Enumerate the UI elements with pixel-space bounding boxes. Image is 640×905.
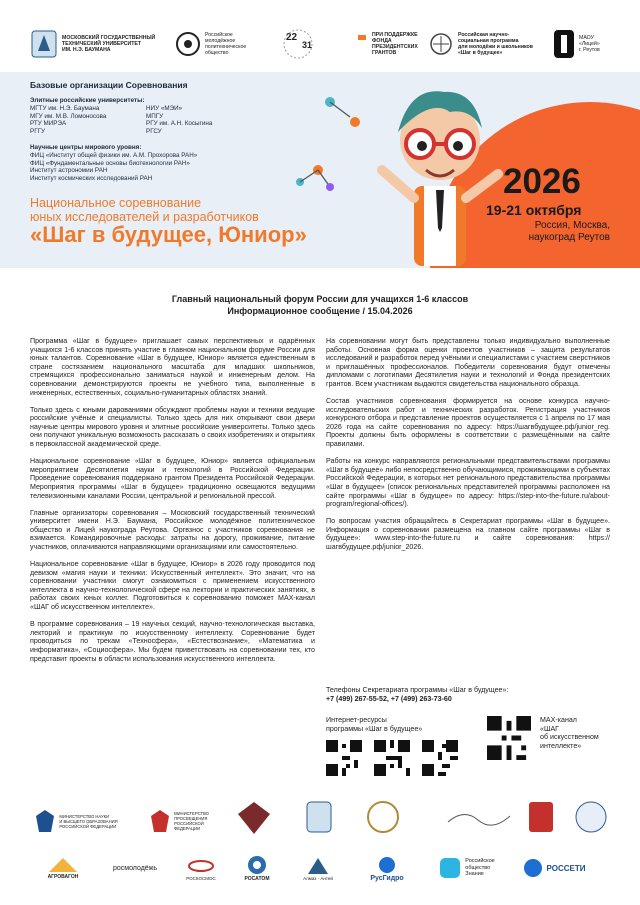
bauman-logo: МОСКОВСКИЙ ГОСУДАРСТВЕННЫЙ ТЕХНИЧЕСКИЙ УНИВЕРСИТЕТ ИМ. Н.Э. БАУМАНА [30, 24, 155, 64]
saint-petersburg-crest-icon [526, 800, 556, 834]
left-paragraph: Национальное соревнование «Шаг в будущее, Юниор» является официальным мероприятием Десятилетия науки и технологий в Российской Федерации. Проведение соревнования поддержано грантом Президента Российской Федерации. Мероприятия программы «Шаг в будущее» традиционно освещаются ведущими телевизионными каналами России, центральной и региональной прессой. [30, 457, 315, 500]
qr-code-icon[interactable] [487, 716, 531, 760]
lyceum-emblem-icon [553, 29, 575, 59]
rosatom-icon [246, 854, 268, 876]
left-paragraph: Только здесь с юными дарованиями обсуждают проблемы науки и техники ведущие российские учёные и специалисты. Только здесь для них открывают свои двери научные центры мирового уровня и элитные российские университеты. Только здесь они получают уникальную возможность рассказать о своих изобретениях и открытиях в первоклассной академической среде. [30, 405, 315, 449]
phones: +7 (499) 267-55-52, +7 (499) 263-73-60 [326, 694, 452, 703]
left-paragraph: Главные организаторы соревнования – Московский государственный технический университет имени Н.Э. Баумана, Российское молодёжное политехническое общество и Лицей наукограда Реутова. Оргвзнос с участников соревнования не взимается. Командировочные расходы: затраты на дорогу, проживание, питание участников, оплачиваются направляющими организациями или самостоятельно. [30, 508, 315, 551]
rosmolodezh-logo: росмолодёжь [112, 864, 158, 872]
event-place-2: наукоград Реутов [528, 232, 610, 243]
agrovagon-icon [45, 856, 81, 874]
right-paragraph: На соревновании могут быть представлены только индивидуально выполненные работы. Основная форма оценки проектов участников – защита результатов исследований и разработок перед учёными и специалистами с участием сверстников и приглашённых профессионалов. Победители соревнования будут отмечены дипломами с логотипами Десятилетия науки и технологий и Фонда президентских грантов. Всем участникам выдаются свидетельства национального образца. [326, 337, 610, 388]
decade-science-icon [268, 26, 330, 62]
agrovagon-logo: АГРОВАГОН [28, 848, 98, 888]
qr-code-icon[interactable] [374, 740, 410, 776]
svg-text:31: 31 [302, 40, 313, 50]
event-dates: 19-21 октября [486, 202, 582, 218]
znanie-icon [439, 857, 461, 879]
bauman-crest-icon [30, 29, 58, 59]
eagle-emblem-icon [149, 808, 171, 834]
rosseti-icon [523, 858, 543, 878]
right-paragraph: Состав участников соревнования формируется на основе конкурса научно-исследовательских работ и технических разработок. Регистрация участников конкурсного отбора и представление проектов осуществляется с 1 апреля по 17 мая 2026 года на сайте соревнования по адресу: https://шагвбудущее.рф/junior_reg. Проекты должны быть оформлены в соответствии с размещёнными на сайте правилами. [326, 397, 610, 449]
bottom-logo-strip [26, 800, 616, 895]
roscosmos-icon [188, 856, 214, 876]
svg-text:22: 22 [286, 32, 298, 43]
rudn-emblem-icon [574, 800, 608, 834]
subtitle-line1: Национальное соревнование [30, 196, 202, 210]
doc-heading-1: Главный национальный форум России для учащихся 1-6 классов [171, 294, 469, 304]
hero-banner [0, 72, 640, 268]
event-place-1: Россия, Москва, [534, 220, 610, 231]
right-paragraph: По вопросам участия обращайтесь в Секретариат программы «Шаг в будущее». Информация о соревновании размещена на главном сайте программы «Шаг в будущее»: www.step-into-the-future.ru и сайте соревнования: https://шагвбудущее.рф/junior_2026. [326, 517, 610, 551]
left-paragraph: В программе соревнования – 19 научных секций, научно-технологическая выставка, лекторий и практикум по искусственному интеллекту. Соревнование будет проводиться по трекам «Техносфера», «Естествознание», «Математика и информатика», «Социосфера». Мы будем приветствовать на соревновании тех, кто представит проекты в области использования искусственного интеллекта. [30, 620, 315, 663]
rmpo-logo: Российское молодёжное политехническое общество [175, 24, 246, 64]
minprosv-logo: МИНИСТЕРСТВО ПРОСВЕЩЕНИЯ РОССИЙСКОЙ ФЕДЕРАЦИИ [136, 800, 222, 842]
signature-logo-icon [444, 806, 514, 830]
almaz-antey-icon [306, 856, 330, 876]
event-year: 2026 [503, 162, 581, 201]
rosgvardia-emblem-icon [234, 800, 274, 836]
roscosmos-logo: РОСКОСМОС [174, 848, 228, 888]
elite-list-left: МГТУ им. Н.Э. Баумана МГУ им. М.В. Ломоносова РТУ МИРЭА РГГУ [30, 105, 107, 135]
phones-label: Телефоны Секретариата программы «Шаг в будущее»: [326, 686, 509, 694]
contacts-block [326, 686, 508, 703]
rushydro-icon [376, 855, 398, 875]
top-logo-strip [30, 24, 620, 64]
centers-list: ФИЦ «Институт общей физики им. А.М. Прохорова РАН» ФИЦ «Фундаментальные основы биотехнологии РАН» Институт астрономии РАН Институт космических исследований РАН [30, 152, 198, 182]
base-orgs-title: Базовые организации Соревнования [30, 80, 188, 90]
internet-label: Интернет-ресурсы программы «Шаг в будущее» [326, 716, 423, 733]
grant-flag-icon [358, 31, 368, 57]
rmpo-emblem-icon [175, 31, 201, 57]
right-paragraph: Работы на конкурс направляются региональными представительствами программы «Шаг в будущее» либо непосредственно обучающимися, проживающими в субъектах Российской Федерации, в которых нет регионального представительства программы «Шаг в будущее» (список региональных представителей программы расположен на сайте программы «Шаг в будущее» по адресу: https://step-into-the-future.ru/about-program/regional-offices/). [326, 457, 610, 509]
left-paragraph: Программа «Шаг в будущее» приглашает самых перспективных и одарённых учащихся 1-6 классов принять участие в главном национальном форуме России для юных талантов. Соревнование «Шаг в будущее, Юниор» является единственным в стране состязанием национального масштаба для младших школьников, стремящихся профессионально заниматься наукой и инженерным делом. На соревновании демонстрируются проекты не учебного типа, выполненные в инженерных, естественных, социально-гуманитарных областях знаний. [30, 337, 315, 397]
lyceum-logo: МАОУ «Лицей» г. Реутов [553, 24, 600, 64]
qr-code-icon[interactable] [422, 740, 458, 776]
elite-heading: Элитные российские университеты: [30, 97, 145, 104]
subtitle-line2: юных исследователей и разработчиков [30, 210, 259, 224]
step-future-icon [428, 31, 454, 57]
rushydro-logo: РусГидро [352, 848, 422, 888]
university-crest-icon [304, 800, 334, 834]
elite-list-right: НИУ «МЭИ» МПГУ РГУ им. А.Н. Косыгина РГСУ [146, 105, 213, 135]
doc-heading-2: Информационное сообщение / 15.04.2026 [227, 306, 413, 316]
qr-code-icon[interactable] [326, 740, 362, 776]
step-future-logo: Российская научно- социальная программа для молодёжи и школьников «Шаг в будущее» [428, 24, 533, 64]
znanie-logo: Российское общество Знание [426, 848, 508, 888]
rosseti-logo: РОССЕТИ [514, 848, 594, 888]
decade-science-logo [268, 24, 330, 64]
kid-mascot-illustration [370, 78, 510, 268]
left-paragraph: Национальное соревнование «Шаг в будущее, Юниор» в 2026 году проводится под девизом «магия науки и техники: Искусственный интеллект». Это значит, что на соревновании участники смогут ознакомиться с применением искусственного интеллекта в научно-технологической сфере на лектории и практических занятиях, в работах своих юных коллег. Подготовиться к соревнованию поможет МАХ-канал «ШАГ об искусственном интеллекте». [30, 560, 315, 612]
presidential-grants-logo: ПРИ ПОДДЕРЖКЕ ФОНДА ПРЕЗИДЕНТСКИХ ГРАНТОВ [358, 24, 418, 64]
max-channel-label: MAX-канал «ШАГ об искусственном интеллекте» [540, 716, 599, 750]
almaz-antey-logo: Алмаз - Антей [288, 848, 348, 888]
centers-heading: Научные центры мирового уровня: [30, 144, 142, 151]
laurel-emblem-icon [366, 800, 400, 834]
minobrnauki-logo: МИНИСТЕРСТВО НАУКИ И ВЫСШЕГО ОБРАЗОВАНИЯ РОССИЙСКОЙ ФЕДЕРАЦИИ [26, 800, 126, 842]
left-column [30, 337, 315, 672]
rosatom-logo: РОСАТОМ [230, 848, 284, 888]
eagle-emblem-icon [34, 808, 56, 834]
right-column [326, 337, 610, 560]
competition-title: «Шаг в будущее, Юниор» [30, 222, 307, 247]
